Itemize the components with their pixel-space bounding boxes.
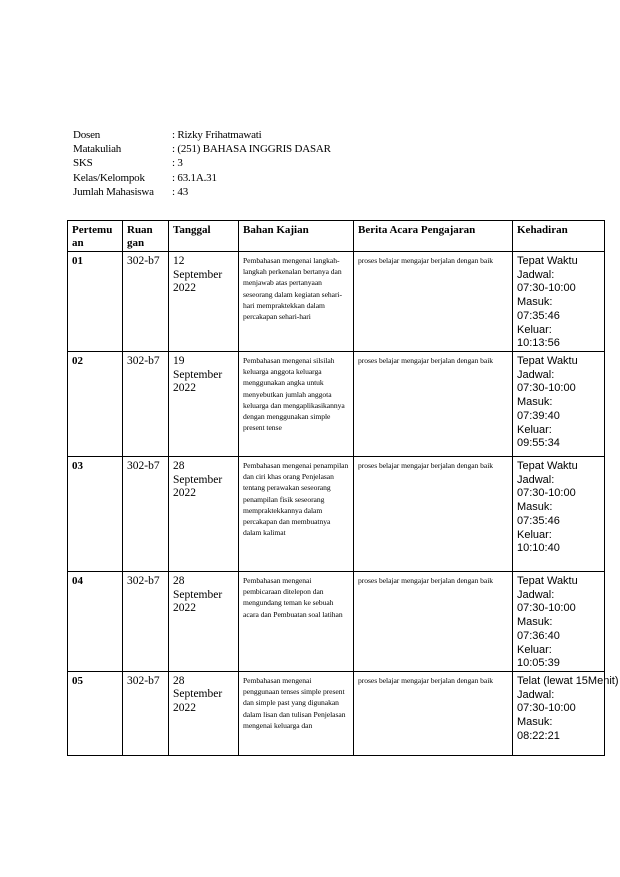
cell-tanggal: 19 September 2022 <box>169 352 239 457</box>
course-info <box>73 128 331 199</box>
table-header-row <box>68 221 605 252</box>
jadwal-label: Jadwal: <box>517 688 555 701</box>
cell-ruangan: 302-b7 <box>123 671 169 755</box>
masuk-value: 07:35:46 <box>517 309 560 322</box>
header-pertemuan: Pertemu an <box>68 221 123 252</box>
header-ruangan: Ruan gan <box>123 221 169 252</box>
jadwal-label: Jadwal: <box>517 268 555 281</box>
header-berita-acara: Berita Acara Pengajaran <box>354 221 513 252</box>
cell-berita-acara: proses belajar mengajar berjalan dengan baik <box>354 252 513 352</box>
cell-berita-acara: proses belajar mengajar berjalan dengan baik <box>354 572 513 672</box>
cell-berita-acara: proses belajar mengajar berjalan dengan baik <box>354 457 513 572</box>
info-label: Dosen <box>73 129 101 141</box>
cell-kehadiran <box>513 252 605 352</box>
info-label: SKS <box>73 157 93 170</box>
info-row-dosen <box>73 128 331 142</box>
cell-bahan-kajian: Pembahasan mengenai penggunaan tenses simple present dan simple past yang digunakan dalam lisan dan tulisan Penjelasan mengenai keluarga dan <box>239 671 354 755</box>
table-row <box>68 572 605 672</box>
cell-ruangan: 302-b7 <box>123 252 169 352</box>
info-value: : 3 <box>172 157 183 170</box>
cell-kehadiran <box>513 352 605 457</box>
table-row <box>68 457 605 572</box>
jadwal-label: Jadwal: <box>517 588 555 601</box>
cell-pertemuan: 01 <box>68 252 123 352</box>
masuk-value: 07:35:46 <box>517 514 560 527</box>
cell-ruangan: 302-b7 <box>123 457 169 572</box>
masuk-value: 07:36:40 <box>517 629 560 642</box>
cell-tanggal: 28 September 2022 <box>169 671 239 755</box>
cell-pertemuan: 04 <box>68 572 123 672</box>
cell-kehadiran <box>513 671 619 755</box>
jadwal-label: Jadwal: <box>517 473 555 486</box>
attendance-table <box>67 220 619 756</box>
info-row-kelas <box>73 171 331 185</box>
table-row <box>68 252 605 352</box>
cell-berita-acara: proses belajar mengajar berjalan dengan baik <box>354 671 513 755</box>
keluar-value: 10:05:39 <box>517 657 560 670</box>
status-text: Telat (lewat 15Menit) <box>517 674 619 687</box>
cell-ruangan: 302-b7 <box>123 352 169 457</box>
info-row-matakuliah <box>73 142 331 156</box>
status-text: Tepat Waktu <box>517 575 578 587</box>
keluar-label: Keluar: <box>517 528 552 541</box>
info-label: Kelas/Kelompok <box>73 171 145 184</box>
cell-tanggal: 28 September 2022 <box>169 572 239 672</box>
keluar-label: Keluar: <box>517 323 552 336</box>
keluar-value: 09:55:34 <box>517 437 560 450</box>
info-row-jumlah <box>73 185 331 199</box>
cell-pertemuan: 05 <box>68 671 123 755</box>
header-tanggal: Tanggal <box>169 221 239 252</box>
info-row-sks <box>73 156 331 170</box>
masuk-label: Masuk: <box>517 501 553 514</box>
jadwal-value: 07:30-10:00 <box>517 487 576 500</box>
header-bahan-kajian: Bahan Kajian <box>239 221 354 252</box>
keluar-label: Keluar: <box>517 643 552 656</box>
masuk-label: Masuk: <box>517 396 553 409</box>
status-text: Tepat Waktu <box>517 460 578 472</box>
cell-bahan-kajian: Pembahasan mengenai langkah-langkah perkenalan bertanya dan menjawab atas pertanyaan seseorang dalam kegiatan sehari-hari mempraktekkan dalam percakapan sehari-hari <box>239 252 354 352</box>
cell-pertemuan: 02 <box>68 352 123 457</box>
masuk-value: 07:39:40 <box>517 409 560 422</box>
jadwal-value: 07:30-10:00 <box>517 702 576 715</box>
masuk-label: Masuk: <box>517 716 553 729</box>
jadwal-value: 07:30-10:00 <box>517 282 576 295</box>
info-label: Jumlah Mahasiswa <box>73 185 154 198</box>
keluar-value: 10:10:40 <box>517 542 560 555</box>
info-value: : Rizky Frihatmawati <box>172 129 262 141</box>
table-row <box>68 352 605 457</box>
status-text: Tepat Waktu <box>517 255 578 267</box>
keluar-label: Keluar: <box>517 423 552 436</box>
cell-tanggal: 28 September 2022 <box>169 457 239 572</box>
cell-bahan-kajian: Pembahasan mengenai penampilan dan ciri khas orang Penjelasan tentang perawakan seseorang penampilan fisik seseorang mempraktekkannya dalam percakapan dan membuatnya dalam kalimat <box>239 457 354 572</box>
cell-tanggal: 12 September 2022 <box>169 252 239 352</box>
table-row <box>68 671 605 755</box>
cell-pertemuan: 03 <box>68 457 123 572</box>
cell-kehadiran <box>513 457 605 572</box>
cell-bahan-kajian: Pembahasan mengenai silsilah keluarga anggota keluarga menggunakan angka untuk menyebutkan jumlah anggota keluarga dan mengaplikasikannya dengan menggunakan simple present tense <box>239 352 354 457</box>
cell-berita-acara: proses belajar mengajar berjalan dengan baik <box>354 352 513 457</box>
info-value: : 63.1A.31 <box>172 171 217 184</box>
info-value: : (251) BAHASA INGGRIS DASAR <box>172 143 331 156</box>
jadwal-value: 07:30-10:00 <box>517 602 576 615</box>
info-label: Matakuliah <box>73 143 122 156</box>
status-text: Tepat Waktu <box>517 355 578 367</box>
masuk-value: 08:22:21 <box>517 729 560 742</box>
cell-ruangan: 302-b7 <box>123 572 169 672</box>
masuk-label: Masuk: <box>517 296 553 309</box>
cell-kehadiran <box>513 572 605 672</box>
keluar-value: 10:13:56 <box>517 337 560 350</box>
header-kehadiran: Kehadiran <box>513 221 605 252</box>
masuk-label: Masuk: <box>517 616 553 629</box>
info-value: : 43 <box>172 185 189 198</box>
jadwal-value: 07:30-10:00 <box>517 382 576 395</box>
jadwal-label: Jadwal: <box>517 368 555 381</box>
cell-bahan-kajian: Pembahasan mengenai pembicaraan ditelepon dan mengundang teman ke sebuah acara dan Pembuatan soal latihan <box>239 572 354 672</box>
